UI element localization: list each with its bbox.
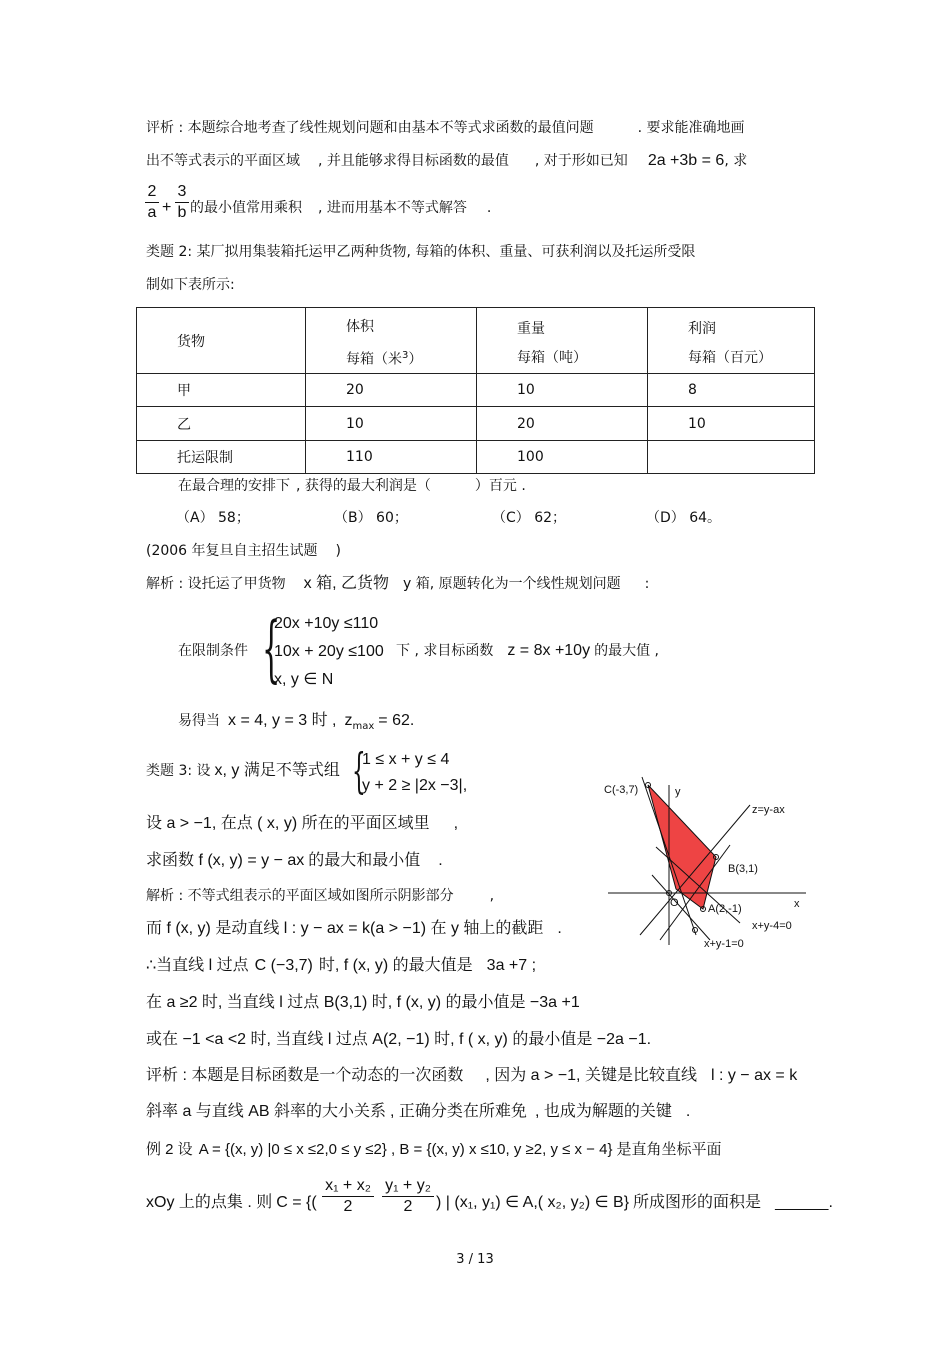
result-line: 易得当 x = 4, y = 3 时 , $z_{max} = 62$. [178,712,415,732]
header-volume: 体积 每箱（米$^3$） [306,308,477,374]
example-2-line-1: 例 2 设 A = {(x, y) |0 ≤ x ≤2,0 ≤ y ≤2} , B = {(x, y) x ≤10, y ≥2, y ≤ x − 4} 是直角坐标平面 [146,1141,722,1158]
review-3-line-2: 斜率 a 与直线 AB 斜率的大小关系 , 正确分类在所难免 , 也成为解题的关键 . [146,1103,691,1120]
option-c: （C） 62； [492,510,567,526]
label-y: y [675,786,681,798]
table-cell: 托运限制 [137,441,306,474]
review-line-2: 出不等式表示的平面区域 , 并且能够求得目标函数的最值 , 对于形如已知 2a +3b = 6, 求 [146,152,748,169]
table-cell: 20 [306,374,477,407]
table-cell: 10 [477,374,648,407]
label-c: C(-3,7) [604,784,639,796]
question-line: 在最合理的安排下 , 获得的最大利润是（ ）百元 . [178,478,526,494]
solution-line-1: 解析 : 设托运了甲货物 x 箱, 乙货物 y 箱, 原题转化为一个线性规划问题 : [146,575,650,592]
analysis-line-3: ∴当直线 l 过点 C (−3,7) 时, f (x, y) 的最大值是 3a +7 ; [146,957,537,974]
constraint-3: x, y ∈ N [274,671,334,688]
objective-line: 下 , 求目标函数 z = 8x +10y 的最大值 , [396,642,659,659]
plus-sign: + [162,199,172,216]
table-cell: 乙 [137,407,306,441]
feasible-region [648,785,716,909]
problem-3-line-3: 求函数 f (x, y) = y − ax 的最大和最小值 . [146,852,443,869]
constraint-2: 10x + 20y ≤100 [274,643,384,660]
label-line-x-y-4: x+y-4=0 [752,920,792,932]
example-2-line-2a: xOy 上的点集 . 则 C = {( [146,1194,317,1211]
header-weight: 重量 每箱（吨） [477,308,648,374]
option-a: （A） 58； [176,510,250,526]
table-cell: 100 [477,441,648,474]
fraction-2-over-a: 2 a [145,183,159,222]
analysis-line-2: 而 f (x, y) 是动直线 l : y − ax = k(a > −1) 在 y 轴上的截距 . [146,920,562,937]
fraction-x-mean: x₁ + x₂ 2 [322,1177,374,1216]
fraction-y-mean: y₁ + y₂ 2 [382,1177,434,1216]
table-cell [648,441,815,474]
example-2-line-2b: ) | (x₁, y₁) ∈ A,( x₂, y₂) ∈ B} 所成图形的面积是 ______. [436,1194,833,1211]
fraction-3-over-b: 3 b [175,183,189,222]
header-cargo: 货物 [137,308,306,374]
table-cell: 20 [477,407,648,441]
source-line: (2006 年复旦自主招生试题 ) [146,543,342,559]
problem-3-line-1: 类题 3: 设 x, y 满足不等式组 [146,762,340,779]
label-z: z=y-ax [752,804,785,816]
header-profit: 利润 每箱（百元） [648,308,815,374]
review-line-1: 评析 : 本题综合地考查了线性规划问题和由基本不等式求函数的最值问题 . 要求能准确地画 [146,120,745,136]
condition-label: 在限制条件 [178,643,248,659]
table-row [137,374,815,407]
table-cell: 110 [306,441,477,474]
table-cell: 8 [648,374,815,407]
table-cell: 10 [648,407,815,441]
label-o: O [670,897,679,909]
table-cell: 10 [306,407,477,441]
label-line-x-y-1: x+y-1=0 [704,938,744,950]
analysis-line-4: 在 a ≥2 时, 当直线 l 过点 B(3,1) 时, f (x, y) 的最小值是 −3a +1 [146,994,580,1011]
inequality-1: 1 ≤ x + y ≤ 4 [362,751,450,768]
analysis-line-1: 解析 : 不等式组表示的平面区域如图所示阴影部分 , [146,888,495,904]
page-number: 3 / 13 [456,1252,494,1267]
system-brace-2: { [352,743,366,799]
table-row [137,441,815,474]
problem-3-line-2: 设 a > −1, 在点 ( x, y) 所在的平面区域里 , [146,815,459,832]
table-row [137,407,815,441]
system-brace: { [262,606,281,690]
label-a: A(2,-1) [708,903,742,915]
analysis-line-5: 或在 −1 <a <2 时, 当直线 l 过点 A(2, −1) 时, f ( x, y) 的最小值是 −2a −1. [146,1031,652,1048]
cargo-table [136,307,815,474]
inequality-2: y + 2 ≥ |2x −3|, [362,777,468,794]
table-header-row [137,308,815,374]
option-d: （D） 64。 [646,510,722,526]
problem-2-line-2: 制如下表所示: [146,277,235,293]
region-graph [600,775,820,955]
label-b: B(3,1) [728,863,758,875]
option-b: （B） 60； [334,510,408,526]
constraint-1: 20x +10y ≤110 [274,615,379,632]
table-cell: 甲 [137,374,306,407]
label-x: x [794,898,800,910]
review-3-line-1: 评析 : 本题是目标函数是一个动态的一次函数 , 因为 a > −1, 关键是比较直线 l : y − ax = k [146,1067,798,1084]
problem-2-line-1: 类题 2: 某厂拟用集装箱托运甲乙两种货物, 每箱的体积、重量、可获利润以及托运所受限 [146,244,696,260]
review-line-3: 的最小值常用乘积 , 进而用基本不等式解答 . [190,200,492,216]
